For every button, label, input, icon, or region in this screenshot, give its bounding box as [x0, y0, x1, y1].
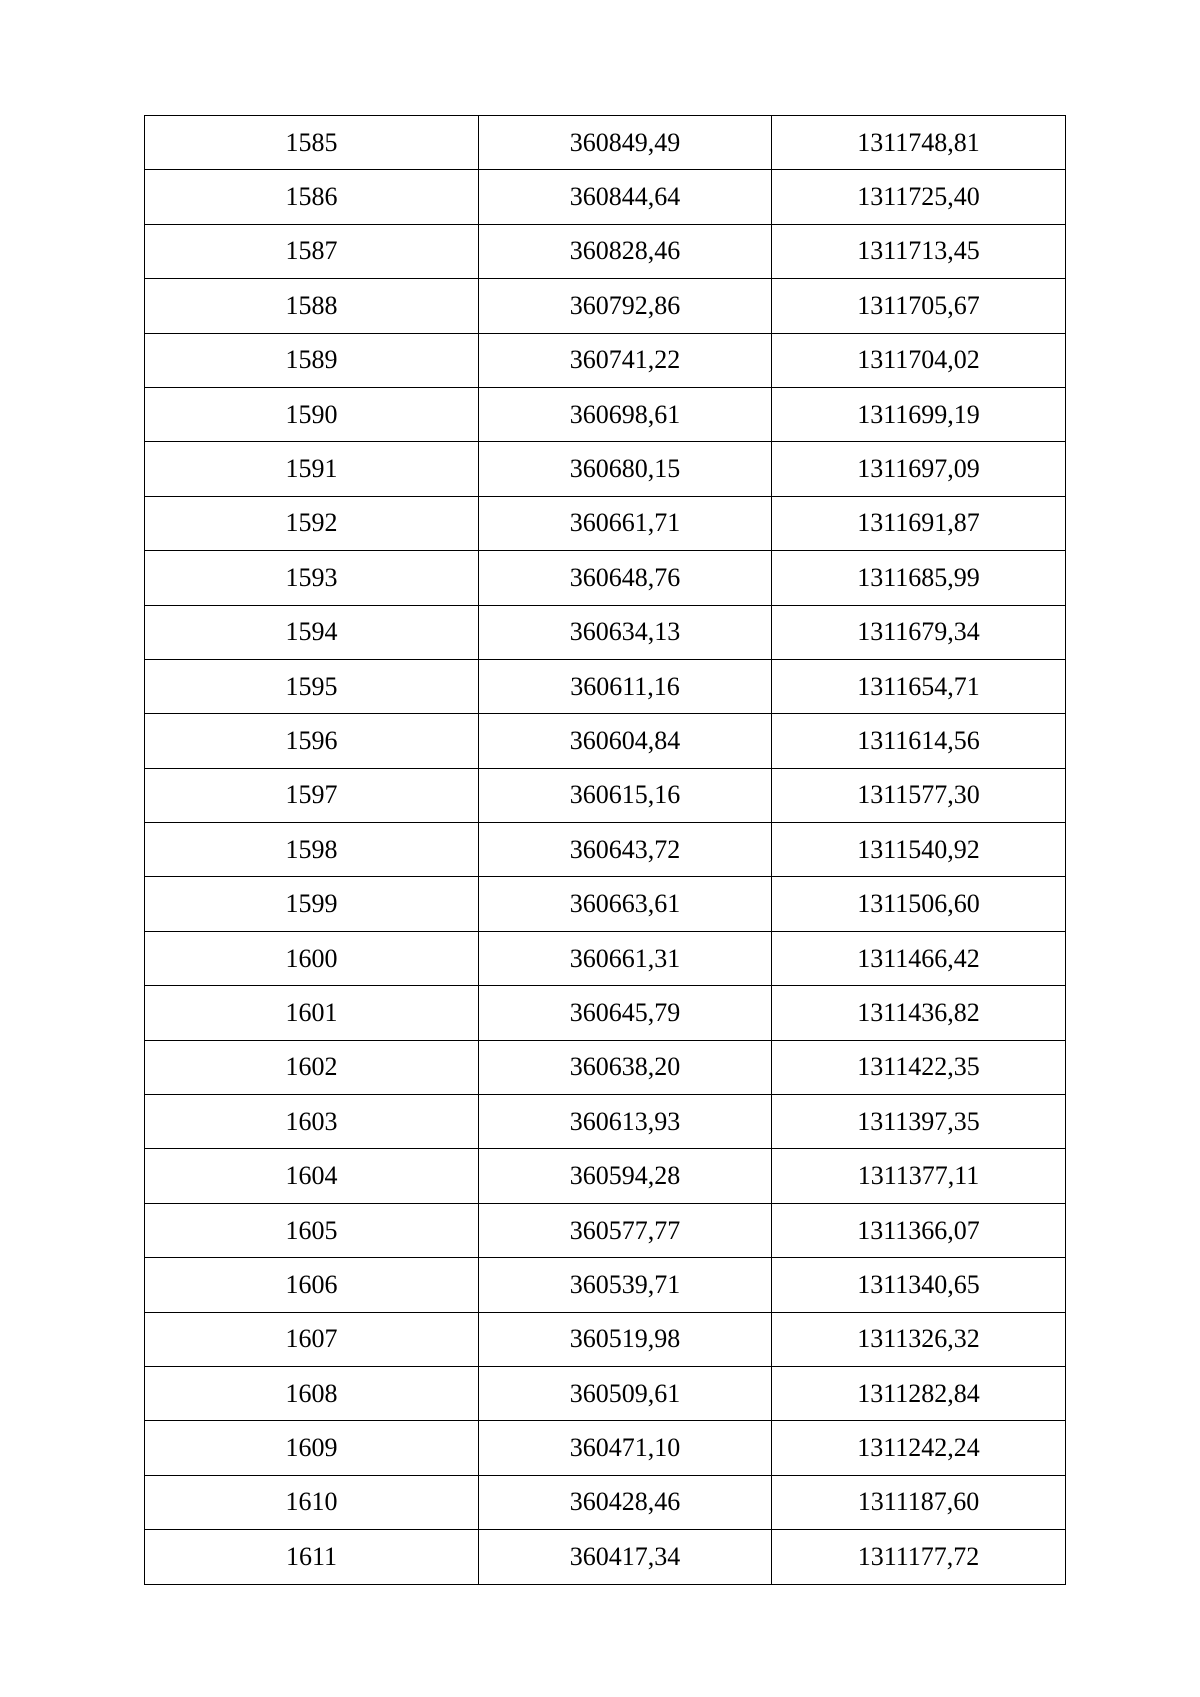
y-coordinate-cell: 1311326,32: [772, 1312, 1066, 1366]
x-coordinate-cell: 360471,10: [479, 1421, 772, 1475]
point-number-cell: 1610: [145, 1475, 479, 1529]
x-coordinate-cell: 360638,20: [479, 1040, 772, 1094]
x-coordinate-cell: 360634,13: [479, 605, 772, 659]
table-row: [145, 170, 1066, 224]
y-coordinate-cell: 1311397,35: [772, 1095, 1066, 1149]
table-row: [145, 1203, 1066, 1257]
table-row: [145, 877, 1066, 931]
table-row: [145, 387, 1066, 441]
table-row: [145, 1421, 1066, 1475]
point-number-cell: 1605: [145, 1203, 479, 1257]
point-number-cell: 1595: [145, 659, 479, 713]
table-row: [145, 1312, 1066, 1366]
x-coordinate-cell: 360661,71: [479, 496, 772, 550]
y-coordinate-cell: 1311177,72: [772, 1530, 1066, 1584]
table-row: [145, 442, 1066, 496]
table-row: [145, 1040, 1066, 1094]
y-coordinate-cell: 1311340,65: [772, 1258, 1066, 1312]
table-row: [145, 931, 1066, 985]
table-row: [145, 768, 1066, 822]
y-coordinate-cell: 1311691,87: [772, 496, 1066, 550]
x-coordinate-cell: 360645,79: [479, 986, 772, 1040]
y-coordinate-cell: 1311614,56: [772, 714, 1066, 768]
table-row: [145, 823, 1066, 877]
point-number-cell: 1596: [145, 714, 479, 768]
y-coordinate-cell: 1311699,19: [772, 387, 1066, 441]
x-coordinate-cell: 360428,46: [479, 1475, 772, 1529]
table-row: [145, 1366, 1066, 1420]
table-row: [145, 1149, 1066, 1203]
point-number-cell: 1599: [145, 877, 479, 931]
y-coordinate-cell: 1311685,99: [772, 551, 1066, 605]
table-row: [145, 1095, 1066, 1149]
table-row: [145, 279, 1066, 333]
point-number-cell: 1587: [145, 224, 479, 278]
y-coordinate-cell: 1311748,81: [772, 116, 1066, 170]
point-number-cell: 1597: [145, 768, 479, 822]
table-row: [145, 659, 1066, 713]
y-coordinate-cell: 1311725,40: [772, 170, 1066, 224]
x-coordinate-cell: 360577,77: [479, 1203, 772, 1257]
point-number-cell: 1608: [145, 1366, 479, 1420]
point-number-cell: 1594: [145, 605, 479, 659]
x-coordinate-cell: 360698,61: [479, 387, 772, 441]
y-coordinate-cell: 1311466,42: [772, 931, 1066, 985]
table-row: [145, 116, 1066, 170]
x-coordinate-cell: 360417,34: [479, 1530, 772, 1584]
point-number-cell: 1592: [145, 496, 479, 550]
point-number-cell: 1611: [145, 1530, 479, 1584]
point-number-cell: 1589: [145, 333, 479, 387]
point-number-cell: 1602: [145, 1040, 479, 1094]
point-number-cell: 1609: [145, 1421, 479, 1475]
x-coordinate-cell: 360792,86: [479, 279, 772, 333]
point-number-cell: 1586: [145, 170, 479, 224]
point-number-cell: 1591: [145, 442, 479, 496]
table-row: [145, 986, 1066, 1040]
y-coordinate-cell: 1311366,07: [772, 1203, 1066, 1257]
table-row: [145, 224, 1066, 278]
x-coordinate-cell: 360611,16: [479, 659, 772, 713]
x-coordinate-cell: 360661,31: [479, 931, 772, 985]
table-row: [145, 1530, 1066, 1584]
x-coordinate-cell: 360663,61: [479, 877, 772, 931]
point-number-cell: 1601: [145, 986, 479, 1040]
y-coordinate-cell: 1311187,60: [772, 1475, 1066, 1529]
x-coordinate-cell: 360509,61: [479, 1366, 772, 1420]
x-coordinate-cell: 360844,64: [479, 170, 772, 224]
point-number-cell: 1600: [145, 931, 479, 985]
y-coordinate-cell: 1311282,84: [772, 1366, 1066, 1420]
x-coordinate-cell: 360828,46: [479, 224, 772, 278]
coordinates-table: [144, 115, 1066, 1585]
table-row: [145, 551, 1066, 605]
point-number-cell: 1606: [145, 1258, 479, 1312]
x-coordinate-cell: 360741,22: [479, 333, 772, 387]
table-row: [145, 496, 1066, 550]
table-row: [145, 333, 1066, 387]
x-coordinate-cell: 360594,28: [479, 1149, 772, 1203]
point-number-cell: 1607: [145, 1312, 479, 1366]
table-row: [145, 1258, 1066, 1312]
x-coordinate-cell: 360613,93: [479, 1095, 772, 1149]
y-coordinate-cell: 1311654,71: [772, 659, 1066, 713]
y-coordinate-cell: 1311540,92: [772, 823, 1066, 877]
x-coordinate-cell: 360615,16: [479, 768, 772, 822]
x-coordinate-cell: 360849,49: [479, 116, 772, 170]
y-coordinate-cell: 1311679,34: [772, 605, 1066, 659]
table-row: [145, 605, 1066, 659]
x-coordinate-cell: 360539,71: [479, 1258, 772, 1312]
point-number-cell: 1585: [145, 116, 479, 170]
point-number-cell: 1590: [145, 387, 479, 441]
table-row: [145, 714, 1066, 768]
x-coordinate-cell: 360648,76: [479, 551, 772, 605]
x-coordinate-cell: 360680,15: [479, 442, 772, 496]
point-number-cell: 1593: [145, 551, 479, 605]
y-coordinate-cell: 1311697,09: [772, 442, 1066, 496]
x-coordinate-cell: 360643,72: [479, 823, 772, 877]
x-coordinate-cell: 360604,84: [479, 714, 772, 768]
y-coordinate-cell: 1311577,30: [772, 768, 1066, 822]
y-coordinate-cell: 1311506,60: [772, 877, 1066, 931]
y-coordinate-cell: 1311377,11: [772, 1149, 1066, 1203]
table-row: [145, 1475, 1066, 1529]
coordinates-table-body: [145, 116, 1066, 1585]
y-coordinate-cell: 1311242,24: [772, 1421, 1066, 1475]
y-coordinate-cell: 1311705,67: [772, 279, 1066, 333]
y-coordinate-cell: 1311436,82: [772, 986, 1066, 1040]
x-coordinate-cell: 360519,98: [479, 1312, 772, 1366]
point-number-cell: 1603: [145, 1095, 479, 1149]
point-number-cell: 1588: [145, 279, 479, 333]
y-coordinate-cell: 1311704,02: [772, 333, 1066, 387]
y-coordinate-cell: 1311713,45: [772, 224, 1066, 278]
y-coordinate-cell: 1311422,35: [772, 1040, 1066, 1094]
point-number-cell: 1604: [145, 1149, 479, 1203]
point-number-cell: 1598: [145, 823, 479, 877]
